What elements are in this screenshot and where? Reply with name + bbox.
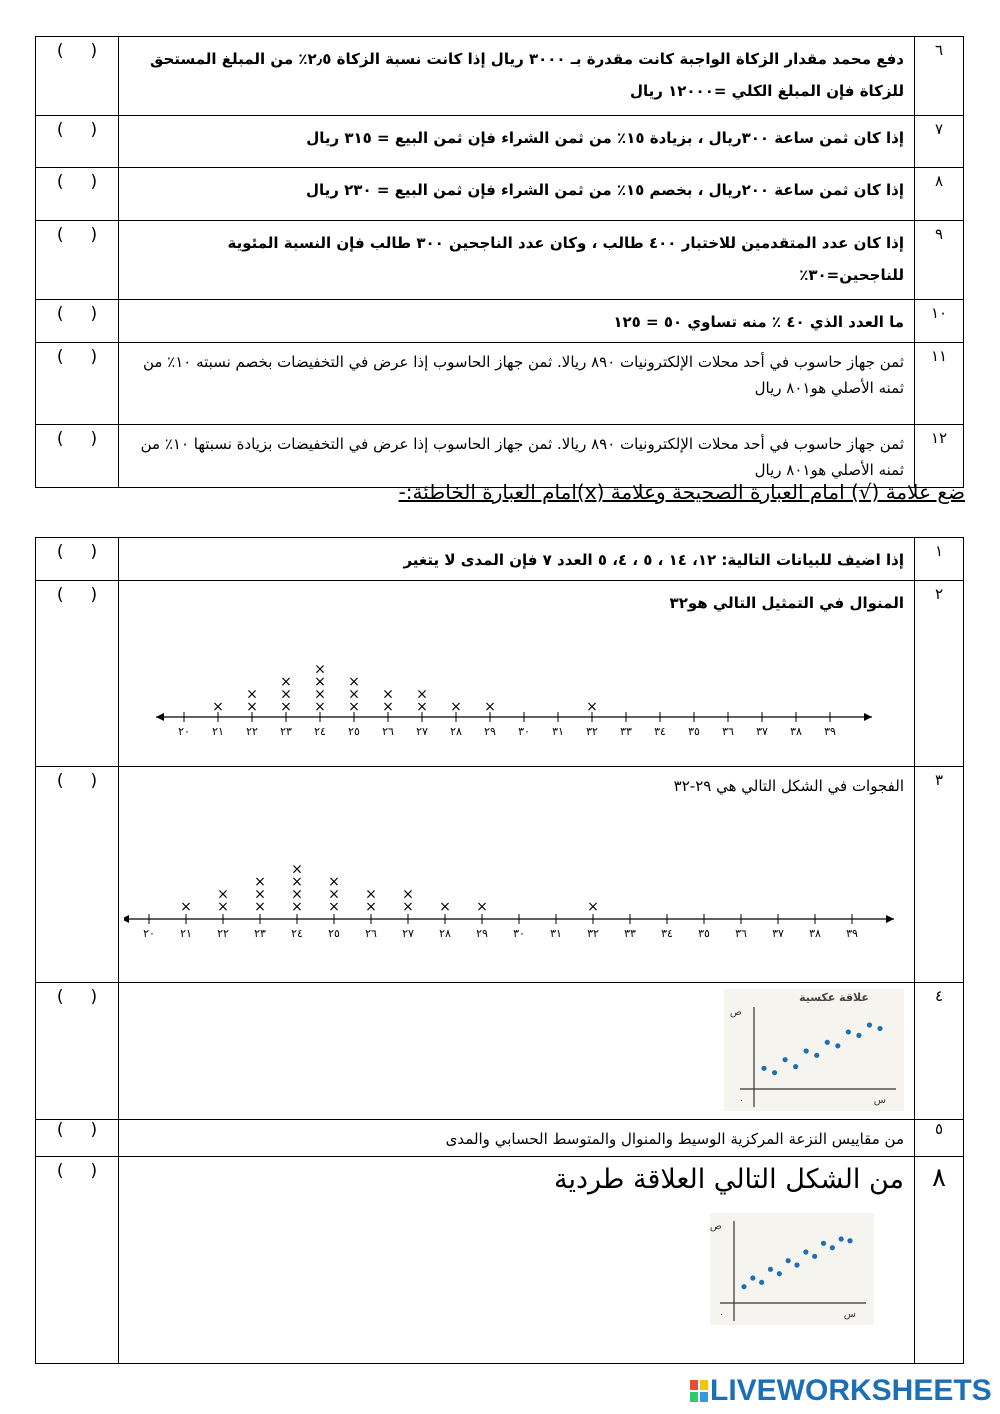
question-cell bbox=[119, 1157, 915, 1364]
data-point bbox=[835, 1043, 840, 1048]
data-point bbox=[867, 1022, 872, 1027]
tick-label: ٢٣ bbox=[280, 725, 292, 738]
data-mark: × bbox=[402, 886, 414, 903]
data-mark: × bbox=[348, 699, 360, 715]
question-number: ١٢ bbox=[915, 425, 964, 488]
question-number: ٦ bbox=[915, 37, 964, 116]
question-number: ٩ bbox=[915, 221, 964, 300]
question-text: الفجوات في الشكل التالي هي ٢٩-٣٢ bbox=[673, 777, 904, 795]
question-text: إذا كان ثمن ساعة ٣٠٠ريال ، بزيادة ١٥٪ من ثمن الشراء فإن ثمن البيع = ٣١٥ ريال bbox=[119, 116, 915, 168]
scatter-title: علاقة عكسية bbox=[799, 991, 869, 1004]
arrow-right-icon bbox=[864, 713, 872, 721]
table-row bbox=[36, 37, 964, 116]
data-mark: × bbox=[484, 699, 496, 715]
data-mark: × bbox=[246, 686, 258, 703]
answer-box[interactable]: ( ) bbox=[36, 300, 119, 343]
data-mark: × bbox=[246, 699, 258, 715]
instructions-heading: ضع علامة (√) امام العبارة الصحيحة وعلامة (x)امام العبارة الخاطئة:- bbox=[398, 480, 965, 504]
data-mark: × bbox=[348, 686, 360, 703]
data-mark: × bbox=[280, 674, 292, 690]
question-number: ٨ bbox=[915, 1157, 964, 1364]
line-plot-2 bbox=[124, 809, 904, 949]
x-axis-label: س bbox=[873, 1095, 886, 1106]
tick-label: ٢٧ bbox=[416, 725, 428, 738]
tick-label: ٢٢ bbox=[246, 725, 258, 738]
question-number: ٥ bbox=[915, 1120, 964, 1157]
question-text: من مقاييس النزعة المركزية الوسيط والمنوال والمتوسط الحسابي والمدى bbox=[119, 1120, 915, 1157]
arrow-left-icon bbox=[124, 915, 129, 923]
data-mark: × bbox=[586, 699, 598, 715]
answer-box[interactable]: ( ) bbox=[36, 168, 119, 221]
tick-label: ٢٨ bbox=[450, 725, 462, 738]
table-row bbox=[36, 425, 964, 488]
data-point bbox=[759, 1280, 764, 1285]
answer-box[interactable]: ( ) bbox=[36, 425, 119, 488]
data-point bbox=[794, 1262, 799, 1267]
question-text: إذا كان عدد المتقدمين للاختبار ٤٠٠ طالب ، وكان عدد الناجحين ٣٠٠ طالب فإن النسبة المئوية للناجحين=٣٠٪ bbox=[119, 221, 915, 300]
data-point bbox=[846, 1029, 851, 1034]
tick-label: ٢٤ bbox=[291, 927, 303, 940]
data-point bbox=[814, 1053, 819, 1058]
data-point bbox=[793, 1064, 798, 1069]
data-point bbox=[830, 1245, 835, 1250]
answer-box[interactable]: ( ) bbox=[36, 538, 119, 581]
data-mark: × bbox=[328, 899, 340, 915]
question-number: ٣ bbox=[915, 767, 964, 983]
answer-box[interactable]: ( ) bbox=[36, 116, 119, 168]
answer-box[interactable]: ( ) bbox=[36, 767, 119, 983]
data-mark: × bbox=[314, 661, 326, 678]
data-point bbox=[741, 1284, 746, 1289]
tick-label: ٣٧ bbox=[772, 927, 784, 940]
data-point bbox=[804, 1048, 809, 1053]
data-point bbox=[782, 1057, 787, 1062]
question-text: ثمن جهاز حاسوب في أحد محلات الإلكترونيات ٨٩٠ ريالا. ثمن جهاز الحاسوب إذا عرض في التخفيضات بزيادة نسبتها ١٠٪ من ثمنه الأصلي هو٨٠١ ريال bbox=[119, 425, 915, 488]
tick-label: ٣٠ bbox=[513, 927, 525, 940]
tick-label: ٢٥ bbox=[348, 725, 360, 738]
data-mark: × bbox=[254, 886, 266, 903]
tick-label: ٢٧ bbox=[402, 927, 414, 940]
data-mark: × bbox=[416, 699, 428, 715]
y-axis-label: ص bbox=[710, 1221, 722, 1232]
tick-label: ٣٧ bbox=[756, 725, 768, 738]
tick-label: ٣٩ bbox=[824, 725, 836, 738]
data-mark: × bbox=[416, 686, 428, 703]
question-text: ثمن جهاز حاسوب في أحد محلات الإلكترونيات ٨٩٠ ريالا. ثمن جهاز الحاسوب إذا عرض في التخفيضات بخصم نسبته ١٠٪ من ثمنه الأصلي هو٨٠١ ريال bbox=[119, 343, 915, 425]
tick-label: ٢٢ bbox=[217, 927, 229, 940]
question-cell bbox=[119, 983, 915, 1120]
data-mark: × bbox=[328, 886, 340, 903]
data-point bbox=[768, 1267, 773, 1272]
question-text: إذا كان ثمن ساعة ٢٠٠ريال ، بخصم ١٥٪ من ثمن الشراء فإن ثمن البيع = ٢٣٠ ريال bbox=[119, 168, 915, 221]
scatter-thumbnail-direct bbox=[710, 1213, 874, 1325]
data-mark: × bbox=[254, 899, 266, 915]
question-number: ١١ bbox=[915, 343, 964, 425]
question-cell bbox=[119, 767, 915, 983]
data-mark: × bbox=[280, 699, 292, 715]
table-row bbox=[36, 343, 964, 425]
tick-label: ٣٥ bbox=[688, 725, 700, 738]
data-mark: × bbox=[314, 699, 326, 715]
question-text: ما العدد الذي ٤٠ ٪ منه تساوي ٥٠ = ١٢٥ bbox=[119, 300, 915, 343]
data-point bbox=[847, 1238, 852, 1243]
tick-label: ٢١ bbox=[212, 725, 224, 738]
tick-label: ٢٠ bbox=[143, 927, 155, 940]
logo-icon bbox=[690, 1378, 710, 1404]
question-number: ١٠ bbox=[915, 300, 964, 343]
question-text: دفع محمد مقدار الزكاة الواجبة كانت مقدرة بـ ٣٠٠٠ ريال إذا كانت نسبة الزكاة ٢٫٥٪ من المبلغ المستحق للزكاة فإن المبلغ الكلي =١٢٠٠٠ ريال bbox=[119, 37, 915, 116]
data-mark: × bbox=[328, 874, 340, 890]
question-text: إذا اضيف للبيانات التالية: ١٢، ١٤ ، ٥ ، ٤، ٥ العدد ٧ فإن المدى لا يتغير bbox=[119, 538, 915, 581]
data-point bbox=[786, 1258, 791, 1263]
data-mark: × bbox=[365, 886, 377, 903]
tick-label: ٣٣ bbox=[624, 927, 636, 940]
data-point bbox=[772, 1070, 777, 1075]
table-row bbox=[36, 300, 964, 343]
tick-label: ٢٨ bbox=[439, 927, 451, 940]
question-number: ٧ bbox=[915, 116, 964, 168]
answer-box[interactable]: ( ) bbox=[36, 1120, 119, 1157]
data-mark: × bbox=[280, 686, 292, 703]
arrow-right-icon bbox=[886, 915, 894, 923]
data-mark: × bbox=[180, 899, 192, 915]
data-mark: × bbox=[212, 699, 224, 715]
data-point bbox=[803, 1249, 808, 1254]
logo-text: LIVEWORKSHEETS bbox=[710, 1374, 992, 1407]
data-mark: × bbox=[365, 899, 377, 915]
tick-label: ٢٩ bbox=[484, 725, 496, 738]
tick-label: ٣٦ bbox=[735, 927, 747, 940]
tick-label: ٢٥ bbox=[328, 927, 340, 940]
data-mark: × bbox=[450, 699, 462, 715]
question-text: المنوال في التمثيل التالي هو٣٢ bbox=[669, 594, 904, 612]
data-point bbox=[839, 1236, 844, 1241]
tick-label: ٢٠ bbox=[178, 725, 190, 738]
table-row bbox=[36, 983, 964, 1120]
question-number: ٨ bbox=[915, 168, 964, 221]
y-axis-label: ص bbox=[729, 1007, 742, 1018]
data-point bbox=[812, 1254, 817, 1259]
data-mark: × bbox=[291, 861, 303, 878]
data-point bbox=[761, 1066, 766, 1071]
tick-label: ٣١ bbox=[550, 927, 562, 940]
table-row bbox=[36, 767, 964, 983]
scatter-thumbnail-inverse bbox=[724, 989, 904, 1111]
answer-box[interactable]: ( ) bbox=[36, 37, 119, 116]
table-row bbox=[36, 116, 964, 168]
answer-box[interactable]: ( ) bbox=[36, 221, 119, 300]
data-point bbox=[750, 1275, 755, 1280]
table-row bbox=[36, 581, 964, 767]
tick-label: ٢٩ bbox=[476, 927, 488, 940]
table-row bbox=[36, 1120, 964, 1157]
data-mark: × bbox=[291, 899, 303, 915]
data-mark: × bbox=[314, 686, 326, 703]
table-row bbox=[36, 221, 964, 300]
question-cell bbox=[119, 581, 915, 767]
liveworksheets-logo bbox=[690, 1374, 992, 1408]
tick-label: ٣٠ bbox=[518, 725, 530, 738]
tick-label: ٢٣ bbox=[254, 927, 266, 940]
tick-label: ٢٦ bbox=[365, 927, 377, 940]
data-mark: × bbox=[439, 899, 451, 915]
data-mark: × bbox=[254, 874, 266, 890]
exercise-table-1 bbox=[35, 36, 964, 488]
tick-label: ٣٨ bbox=[809, 927, 821, 940]
tick-label: ٣٦ bbox=[722, 725, 734, 738]
data-mark: × bbox=[291, 874, 303, 890]
data-mark: × bbox=[382, 686, 394, 703]
data-mark: × bbox=[382, 699, 394, 715]
tick-label: ٣٥ bbox=[698, 927, 710, 940]
data-mark: × bbox=[587, 899, 599, 915]
data-point bbox=[856, 1033, 861, 1038]
data-point bbox=[821, 1241, 826, 1246]
question-number: ٤ bbox=[915, 983, 964, 1120]
answer-box[interactable]: ( ) bbox=[36, 343, 119, 425]
data-point bbox=[825, 1040, 830, 1045]
tick-label: ٣٢ bbox=[586, 725, 598, 738]
tick-label: ٣٢ bbox=[587, 927, 599, 940]
data-mark: × bbox=[291, 886, 303, 903]
tick-label: ٣٨ bbox=[790, 725, 802, 738]
answer-box[interactable]: ( ) bbox=[36, 581, 119, 767]
data-mark: × bbox=[217, 886, 229, 903]
tick-label: ٣٤ bbox=[661, 927, 673, 940]
tick-label: ٣٩ bbox=[846, 927, 858, 940]
table-row bbox=[36, 1157, 964, 1364]
origin-label: ٠ bbox=[719, 1310, 724, 1320]
answer-box[interactable]: ( ) bbox=[36, 1157, 119, 1364]
arrow-left-icon bbox=[156, 713, 164, 721]
table-row bbox=[36, 538, 964, 581]
tick-label: ٣٤ bbox=[654, 725, 666, 738]
table-row bbox=[36, 168, 964, 221]
data-mark: × bbox=[476, 899, 488, 915]
origin-label: ٠ bbox=[739, 1096, 744, 1106]
exercise-table-2 bbox=[35, 537, 964, 1364]
answer-box[interactable]: ( ) bbox=[36, 983, 119, 1120]
tick-label: ٣٣ bbox=[620, 725, 632, 738]
data-point bbox=[777, 1271, 782, 1276]
question-number: ٢ bbox=[915, 581, 964, 767]
tick-label: ٢٦ bbox=[382, 725, 394, 738]
tick-label: ٢٤ bbox=[314, 725, 326, 738]
x-axis-label: س bbox=[843, 1309, 856, 1320]
tick-label: ٢١ bbox=[180, 927, 192, 940]
data-mark: × bbox=[348, 674, 360, 690]
question-text: من الشكل التالي العلاقة طردية bbox=[554, 1164, 904, 1195]
data-mark: × bbox=[314, 674, 326, 690]
question-number: ١ bbox=[915, 538, 964, 581]
data-mark: × bbox=[217, 899, 229, 915]
data-point bbox=[877, 1026, 882, 1031]
data-mark: × bbox=[402, 899, 414, 915]
line-plot-1 bbox=[124, 619, 904, 739]
tick-label: ٣١ bbox=[552, 725, 564, 738]
